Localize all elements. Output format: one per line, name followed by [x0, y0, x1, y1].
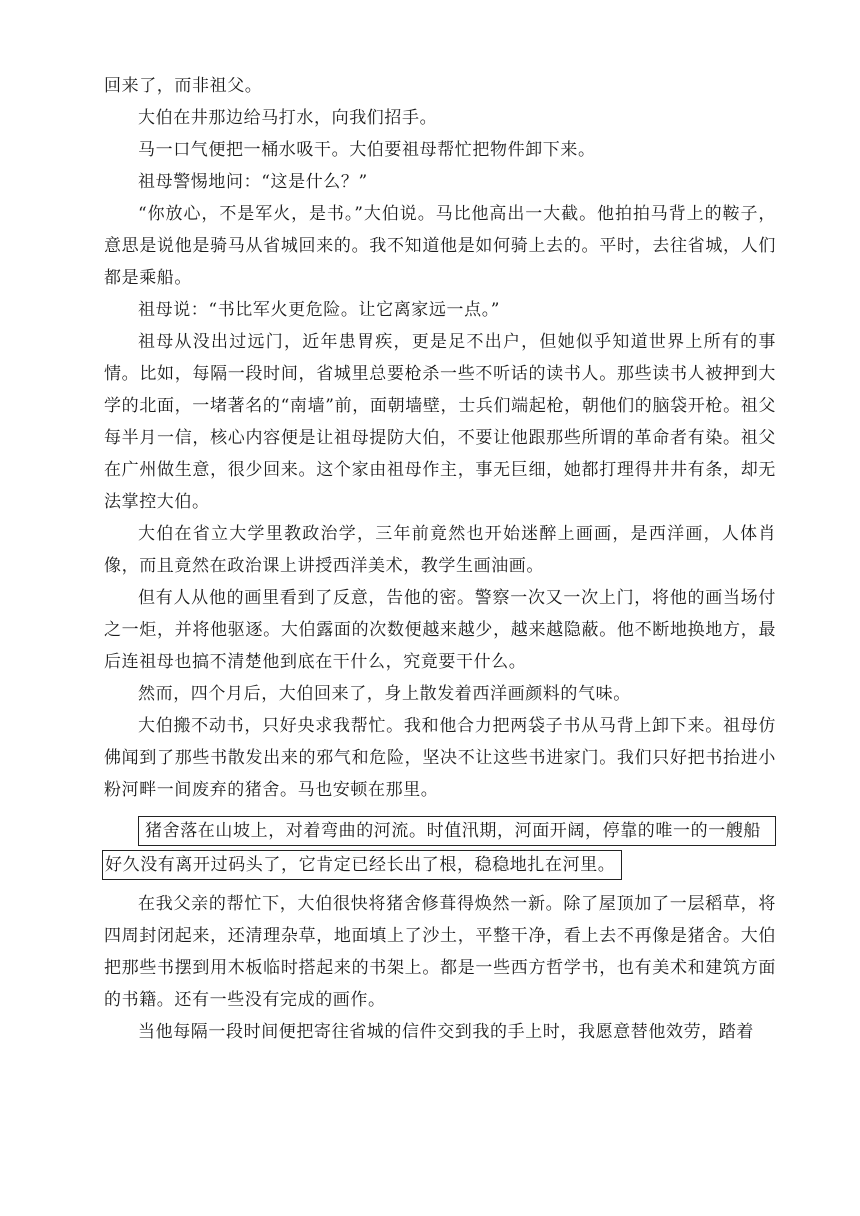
paragraph-2: 马一口气便把一桶水吸干。大伯要祖母帮忙把物件卸下来。 — [138, 140, 596, 160]
paragraph-1: 大伯在井那边给马打水，向我们招手。 — [138, 108, 438, 128]
highlighted-line-1: 猪舍落在山坡上，对着弯曲的河流。时值汛期，河面开阔，停靠的唯一的一艘船 — [138, 816, 776, 846]
body-text — [104, 70, 776, 1048]
paragraph-4: “你放心，不是军火，是书。”大伯说。马比他高出一大截。他拍拍马背上的鞍子，意思是说他是骑马从省城回来的。我不知道他是如何骑上去的。平时，去往省城，人们都是乘船。 — [104, 204, 776, 288]
paragraph-9: 然而，四个月后，大伯回来了，身上散发着西洋画颜料的气味。 — [138, 684, 631, 704]
paragraph-5: 祖母说：“书比军火更危险。让它离家远一点。” — [138, 300, 501, 320]
highlighted-line-2: 好久没有离开过码头了，它肯定已经长出了根，稳稳地扎在河里。 — [102, 850, 622, 880]
paragraph-8: 但有人从他的画里看到了反意，告他的密。警察一次又一次上门，将他的画当场付之一炬，并将他驱逐。大伯露面的次数便越来越少，越来越隐蔽。他不断地换地方，最后连祖母也搞不清楚他到底在干什么，究竟要干什么。 — [104, 588, 776, 672]
paragraph-7: 大伯在省立大学里教政治学，三年前竟然也开始迷醉上画画，是西洋画，人体肖像，而且竟然在政治课上讲授西洋美术，教学生画油画。 — [104, 524, 776, 576]
paragraph-3: 祖母警惕地问：“这是什么？” — [138, 172, 368, 192]
paragraph-0: 回来了，而非祖父。 — [104, 76, 263, 96]
paragraph-12: 当他每隔一段时间便把寄往省城的信件交到我的手上时，我愿意替他效劳，踏着 — [138, 1022, 754, 1042]
paragraph-6: 祖母从没出过远门，近年患胃疾，更是足不出户，但她似乎知道世界上所有的事情。比如，每隔一段时间，省城里总要枪杀一些不听话的读书人。那些读书人被押到大学的北面，一堵著名的“南墙”前，面朝墙壁，士兵们端起枪，朝他们的脑袋开枪。祖父每半月一信，核心内容便是让祖母提防大伯，不要让他跟那些所谓的革命者有染。祖父在广州做生意，很少回来。这个家由祖母作主，事无巨细，她都打理得井井有条，却无法掌控大伯。 — [104, 332, 776, 512]
paragraph-11: 在我父亲的帮忙下，大伯很快将猪舍修葺得焕然一新。除了屋顶加了一层稻草，将四周封闭起来，还清理杂草，地面填上了沙土，平整干净，看上去不再像是猪舍。大伯把那些书摆到用木板临时搭起来的书架上。都是一些西方哲学书，也有美术和建筑方面的书籍。还有一些没有完成的画作。 — [104, 894, 776, 1010]
paragraph-10: 大伯搬不动书，只好央求我帮忙。我和他合力把两袋子书从马背上卸下来。祖母仿佛闻到了那些书散发出来的邪气和危险，坚决不让这些书进家门。我们只好把书抬进小粉河畔一间废弃的猪舍。马也安顿在那里。 — [104, 716, 776, 800]
highlighted-passage — [104, 816, 776, 880]
